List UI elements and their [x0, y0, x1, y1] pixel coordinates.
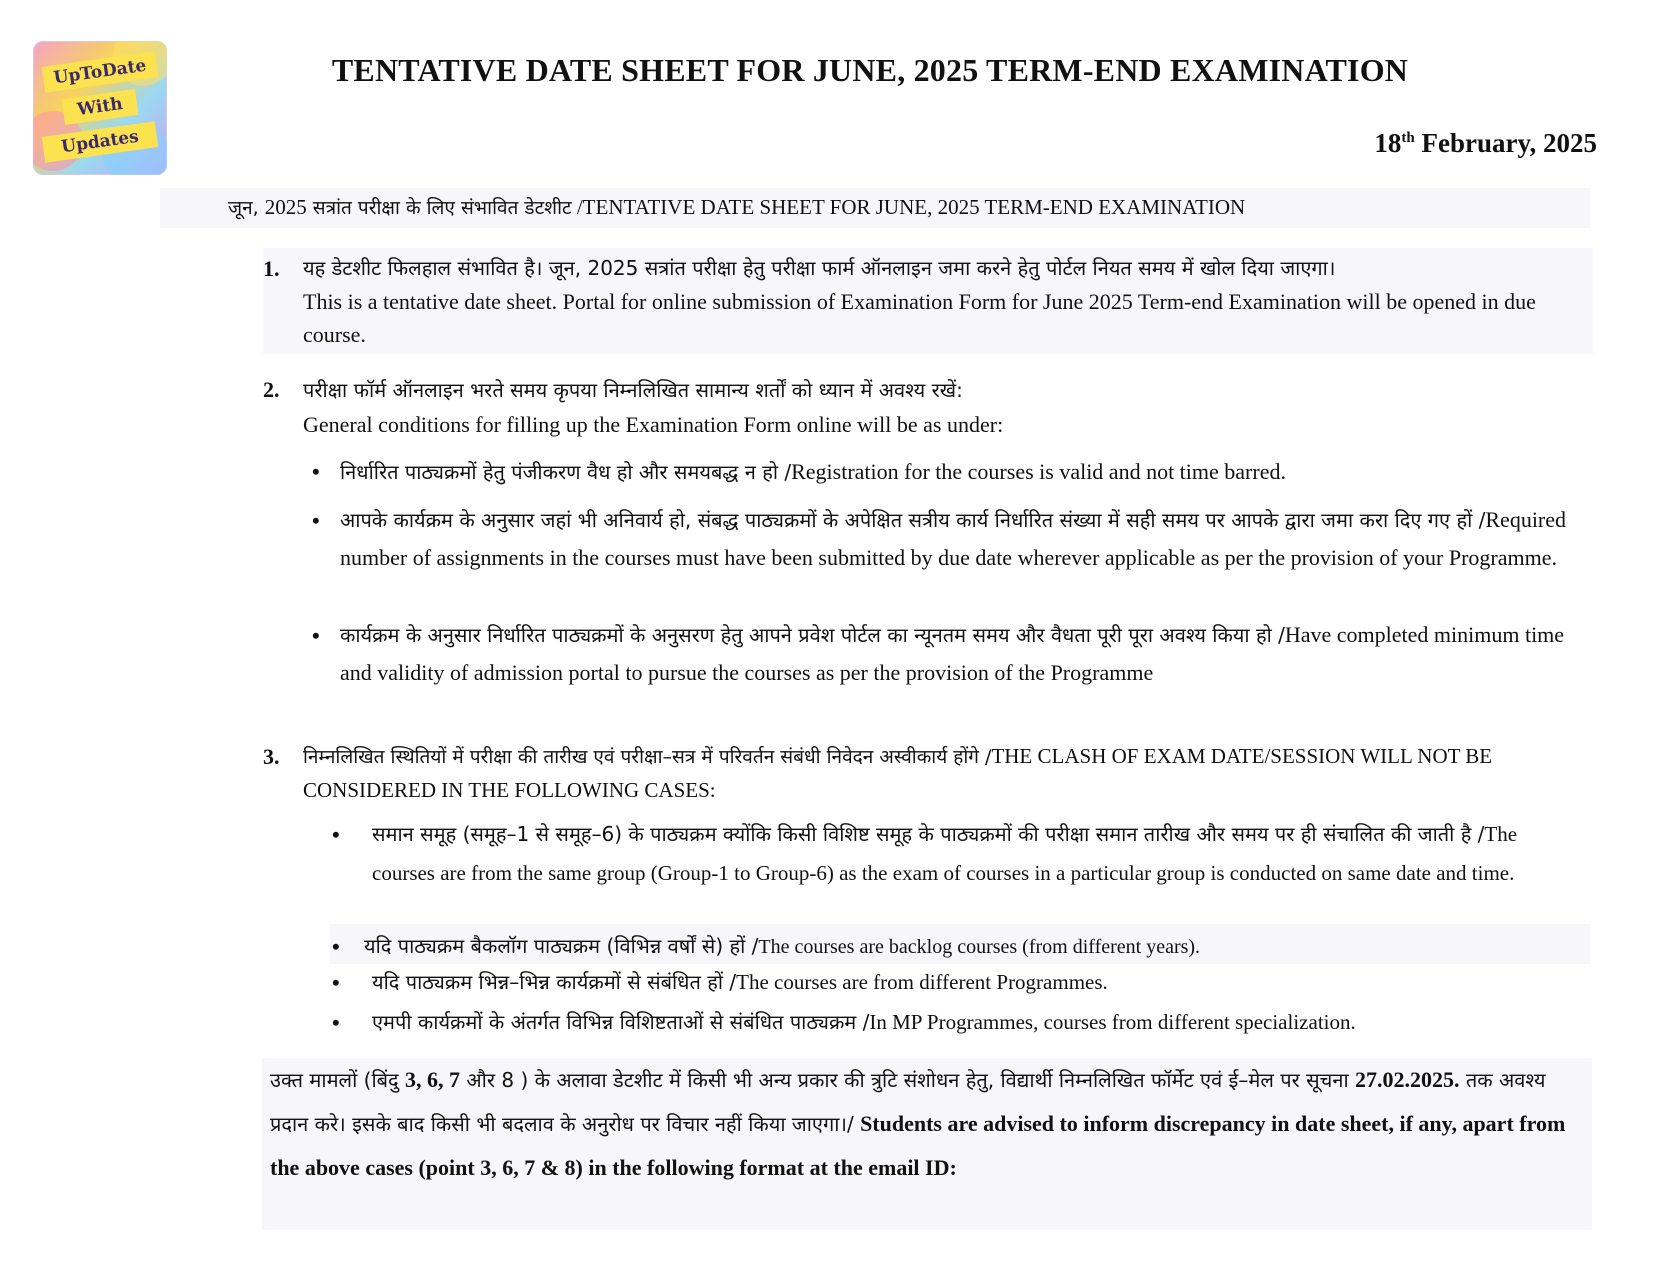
bullet-english: Required number of assignments in the courses must have been submitted by due date wherever applicable as per the provision of your Programme.	[340, 507, 1567, 570]
bullet-hindi: समान समूह (समूह–1 से समूह–6) के पाठ्यक्रम क्योंकि किसी विशिष्ट समूह के पाठ्यक्रमों की परीक्षा समान तारीख और समय पर ही संचालित की जाती है /	[372, 822, 1485, 846]
item-1-english: This is a tentative date sheet. Portal for online submission of Examination Form for June 2025 Term-end Examination will be opened in due course.	[303, 289, 1536, 347]
footer-hindi-b: और 8 ) के अलावा डेटशीट में किसी भी अन्य प्रकार की त्रुटि संशोधन हेतु, विद्यार्थी निम्नलिखित फॉर्मेट एवं ई–मेल पर सूचना	[460, 1068, 1356, 1092]
date-day: 18	[1374, 128, 1402, 158]
bullet-icon: •	[312, 623, 320, 648]
item-number: 2.	[263, 377, 280, 402]
item-1-text	[303, 251, 1593, 351]
bullet-english: In MP Programmes, courses from different specialization.	[869, 1010, 1356, 1034]
item-2-hindi: परीक्षा फॉर्म ऑनलाइन भरते समय कृपया निम्नलिखित सामान्य शर्तों को ध्यान में अवश्य रखें:	[303, 378, 963, 402]
list-item	[372, 1004, 1592, 1040]
item-2-text	[303, 372, 1593, 441]
bullet-english: The courses are from different Programmes.	[736, 970, 1108, 994]
bullet-hindi: यदि पाठ्यक्रम भिन्न–भिन्न कार्यक्रमों से संबंधित हों /	[372, 970, 737, 994]
bullet-hindi: एमपी कार्यक्रमों के अंतर्गत विभिन्न विशिष्टताओं से संबंधित पाठ्यक्रम /	[372, 1010, 870, 1034]
bullet-hindi: कार्यक्रम के अनुसार निर्धारित पाठ्यक्रमों के अनुसरण हेतु आपने प्रवेश पोर्टल का न्यूनतम समय और वैधता पूरी पूरा अवश्य किया हो /	[340, 623, 1285, 647]
footer-hindi-a: उक्त मामलों (बिंदु	[270, 1068, 406, 1092]
bullet-icon: •	[332, 822, 340, 847]
page-title: TENTATIVE DATE SHEET FOR JUNE, 2025 TERM-END EXAMINATION	[331, 52, 1409, 88]
item-1-hindi: यह डेटशीट फिलहाल संभावित है। जून, 2025 सत्रांत परीक्षा हेतु परीक्षा फार्म ऑनलाइन जमा करने हेतु पोर्टल नियत समय में खोल दिया जाएगा।	[303, 256, 1336, 280]
list-item	[340, 501, 1590, 577]
bullet-english: The courses are from the same group (Group-1 to Group-6) as the exam of courses in a particular group is conducted on same date and time.	[372, 822, 1518, 885]
item-2-english: General conditions for filling up the Examination Form online will be as under:	[303, 412, 1004, 437]
list-item	[340, 454, 1590, 490]
list-item	[364, 928, 1594, 965]
subtitle-english: /TENTATIVE DATE SHEET FOR JUNE, 2025 TERM-END EXAMINATION	[571, 195, 1246, 219]
item-3-hindi: निम्नलिखित स्थितियों में परीक्षा की तारीख एवं परीक्षा–सत्र में परिवर्तन संबंधी निवेदन अस्वीकार्य होंगे /	[303, 746, 992, 768]
subtitle-hindi: सत्रांत परीक्षा के लिए संभावित डेटशीट	[306, 197, 572, 219]
subtitle-year: 2025	[264, 195, 307, 219]
bullet-hindi: यदि पाठ्यक्रम बैकलॉग पाठ्यक्रम (विभिन्न वर्षों से) हों /	[364, 934, 759, 958]
bullet-icon: •	[332, 1010, 340, 1035]
bullet-icon: •	[312, 459, 320, 484]
subtitle	[228, 194, 1245, 220]
item-number: 1.	[263, 256, 280, 281]
logo-text-line2: With	[62, 89, 139, 125]
footer-deadline: 27.02.2025.	[1355, 1067, 1460, 1092]
list-item	[372, 815, 1572, 893]
bullet-hindi: आपके कार्यक्रम के अनुसार जहां भी अनिवार्य हो, संबद्ध पाठ्यक्रमों के अपेक्षित सत्रीय कार्य निर्धारित संख्या में सही समय पर आपके द्वारा जमा करा दिए गए हों /	[340, 508, 1486, 532]
list-item	[372, 964, 1592, 1000]
item-number: 3.	[263, 744, 280, 769]
subtitle-hindi-prefix: जून,	[228, 197, 265, 219]
bullet-english: The courses are backlog courses (from different years).	[758, 936, 1201, 958]
footer-note	[270, 1058, 1590, 1190]
date-month-year: February, 2025	[1414, 128, 1597, 158]
bullet-english: Have completed minimum time and validity of admission portal to pursue the courses as per the provision of the Programme	[340, 622, 1565, 685]
bullet-icon: •	[332, 934, 340, 959]
logo-text-line1: UpToDate	[42, 51, 159, 93]
footer-english: Students are advised to inform discrepancy in date sheet, if any, apart from the above cases (point 3, 6, 7 & 8) in the following format at the email ID:	[270, 1111, 1566, 1180]
item-3-text	[303, 740, 1603, 807]
bullet-icon: •	[312, 508, 320, 533]
list-item	[340, 616, 1590, 692]
logo-text-line3: Updates	[42, 121, 159, 163]
bullet-english: Registration for the courses is valid and not time barred.	[791, 459, 1286, 484]
item-3-english: THE CLASH OF EXAM DATE/SESSION WILL NOT BE CONSIDERED IN THE FOLLOWING CASES:	[303, 744, 1493, 802]
footer-points: 3, 6, 7	[405, 1067, 461, 1092]
date-suffix: th	[1401, 130, 1415, 146]
issue-date	[1374, 128, 1597, 159]
bullet-icon: •	[332, 970, 340, 995]
footer-hindi-c: तक अवश्य प्रदान करे। इसके बाद किसी भी बदलाव के अनुरोध पर विचार नहीं किया जाएगा।/	[270, 1068, 1546, 1136]
bullet-hindi: निर्धारित पाठ्यक्रमों हेतु पंजीकरण वैध हो और समयबद्ध न हो /	[340, 460, 792, 484]
